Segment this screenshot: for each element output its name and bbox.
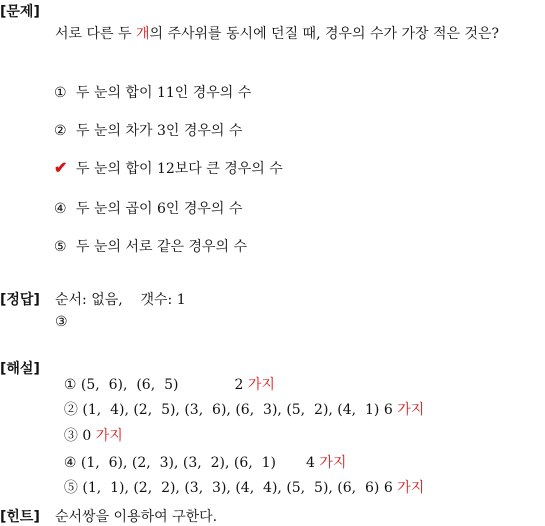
explanation-row-4-count: 4 [305,455,315,471]
explanation-row-5-unit: 가지 [397,480,425,496]
option-4-marker: ④ [54,201,67,217]
explanation-row-4-text: ④ (1, 6), (2, 3), (3, 2), (6, 1) [63,455,276,471]
option-4-text: 두 눈의 곱이 6인 경우의 수 [76,201,243,217]
option-4[interactable] [54,198,242,218]
explanation-row-3-unit: 가지 [95,428,123,444]
explanation-row-5 [55,461,424,497]
option-2[interactable] [54,120,242,140]
explanation-row-5-text: ⑤ (1, 1), (2, 2), (3, 3), (4, 4), (5, 5), (6, 6) [63,480,380,496]
option-5[interactable] [54,236,247,256]
hint-text: 순서쌍을 이용하여 구한다. [55,509,218,525]
problem-text-after: 의 주사위를 동시에 던질 때, 경우의 수가 가장 적은 것은? [149,26,500,42]
problem-text-before: 서로 다른 두 [55,26,136,42]
checkmark-icon: ✔ [54,158,68,177]
option-5-text: 두 눈의 서로 같은 경우의 수 [76,239,248,255]
option-2-text: 두 눈의 차가 3인 경우의 수 [76,123,243,139]
hint-label: [힌트] [0,509,40,525]
option-3[interactable] [54,158,283,178]
option-1-marker: ① [54,85,67,101]
answer-line2: ③ [55,314,68,330]
option-3-text: 두 눈의 합이 12보다 큰 경우의 수 [76,161,283,177]
option-5-marker: ⑤ [54,239,67,255]
explanation-row-1-text: ① (5, 6), (6, 5) [63,377,179,393]
explanation-row-3-count: 0 [82,428,92,444]
explanation-row-2-count: 6 [383,402,393,418]
option-2-marker: ② [54,123,67,139]
answer-label: [정답] [0,292,40,308]
explanation-row-3-text: ③ [63,428,78,444]
problem-label: [문제] [0,4,40,20]
explanation-row-4-unit: 가지 [319,455,347,471]
explanation-label: [해설] [0,361,40,377]
explanation-row-2-unit: 가지 [397,402,425,418]
explanation-row-2-text: ② (1, 4), (2, 5), (3, 6), (6, 3), (5, 2), (4, 1) [63,402,380,418]
problem-text-highlight: 개 [135,26,150,42]
option-1-text: 두 눈의 합이 11인 경우의 수 [76,85,252,101]
answer-line1: 순서: 없음, 갯수: 1 [55,292,186,308]
explanation-row-1-unit: 가지 [247,377,275,393]
explanation-row-1-count: 2 [234,377,244,393]
problem-text [55,23,499,43]
explanation-row-5-count: 6 [383,480,393,496]
option-1[interactable] [54,82,251,102]
